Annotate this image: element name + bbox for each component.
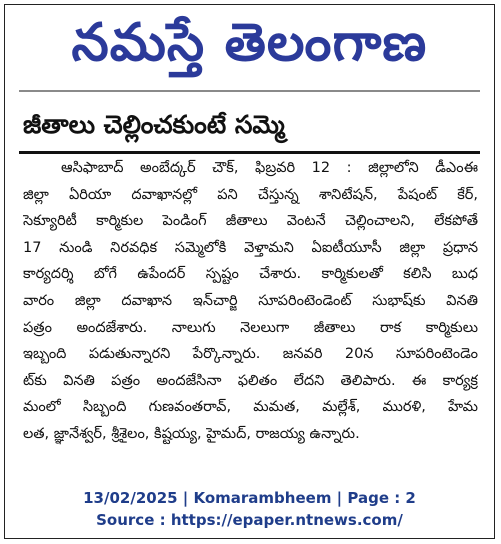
article-line: ఆసిఫాబాద్ అంబేద్కర్ చౌక్, ఫిబ్రవరి 12 : జిల్లాలోని డీఎంఈ bbox=[61, 160, 478, 176]
article-line: కార్యదర్శి బోగే ఉపేందర్ స్పష్టం చేశారు. కార్మికులతో కలిసి బుధ bbox=[23, 266, 478, 283]
masthead bbox=[5, 7, 494, 81]
article-line: సెక్యూరిటీ కార్మికుల పెండింగ్ జీతాలు వెంటనే చెల్లించాలని, లేకపోతే bbox=[23, 213, 478, 230]
article-line: లత, జ్ఞానేశ్వర్, శ్రీశైలం, కిష్టయ్య, హైమద్, రాజయ్య ఉన్నారు. bbox=[23, 425, 360, 442]
masthead-title: నమస్తే తెలంగాణ bbox=[71, 13, 428, 73]
masthead-divider bbox=[19, 90, 480, 92]
headline-divider bbox=[19, 151, 480, 154]
footer-source-line: Source : https://epaper.ntnews.com/ bbox=[96, 511, 403, 529]
article-line: ట్‌కు వినతి పత్రం అందజేసినా ఫలితం లేదని తెలిపారు. ఈ కార్యక్ర bbox=[23, 372, 478, 389]
article-line: ఇబ్బంది పడుతున్నారని పేర్కొన్నారు. జనవరి 20న సూపరింటెండెం bbox=[23, 346, 478, 363]
article-line: మంలో సిబ్బంది గుణవంతరావ్, మమత, మల్లేశ్, మురళి, హేమ bbox=[23, 399, 478, 416]
article-line: వారం జిల్లా దవాఖాన ఇన్‌చార్జి సూపరింటెండెంట్ సుభాష్‌కు వినతి bbox=[23, 292, 478, 309]
article-body bbox=[23, 155, 478, 448]
article-headline: జీతాలు చెల్లించకుంటే సమ్మె bbox=[23, 110, 285, 139]
article-line: 17 నుండి నిరవధిక సమ్మెలోకి వెళ్తామని ఏఐటీయూసీ జిల్లా ప్రధాన bbox=[23, 239, 478, 256]
newspaper-clipping bbox=[4, 4, 495, 539]
article-line: జిల్లా ఏరియా దవాఖానల్లో పని చేస్తున్న శానిటేషన్, పేషంట్ కేర్, bbox=[23, 186, 478, 203]
clipping-footer bbox=[5, 487, 494, 531]
article-line: పత్రం అందజేశారు. నాలుగు నెలలుగా జీతాలు రాక కార్మికులు bbox=[23, 319, 478, 336]
footer-date-line: 13/02/2025 | Komarambheem | Page : 2 bbox=[83, 489, 416, 507]
